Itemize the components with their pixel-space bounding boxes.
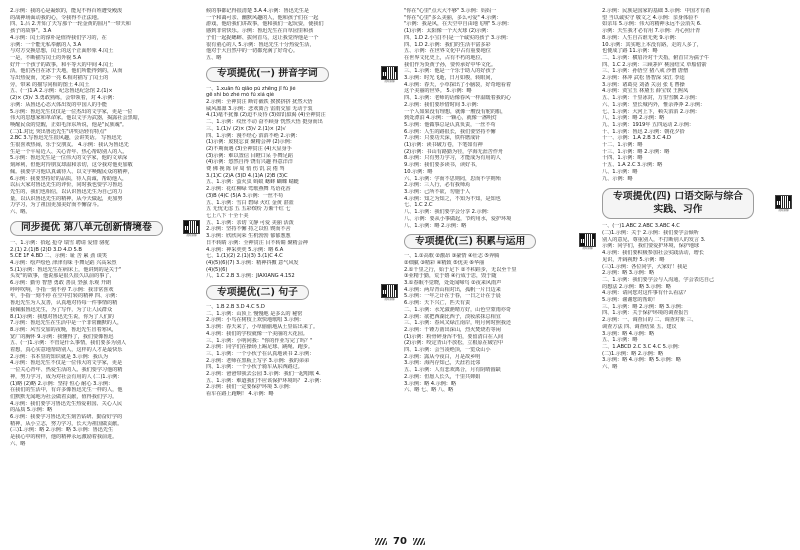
answer-line: 二、1.ABCD 2.C 3.C 4.C 5.示例： [602, 343, 683, 350]
answer-line: 3.示例：欣欣向荣 生机勃勃 郁郁葱葱 [206, 233, 291, 240]
answer-line: (3)B (4)C (5)A 3.示例：一丝不苟 [206, 192, 284, 199]
answer-line: 神，努力学习，成为对社会有用的人 (二)1.示例： [10, 373, 123, 380]
answer-line: 2.示例：老师在黑板上写字 3.示例：我的弟弟 [206, 357, 310, 364]
answer-line: 5.示例：鲁迅先生仅仅是一位杰出的文学家，更是一位 [10, 108, 133, 115]
answer-line: 八、1.示例：略 2.示例：略 [404, 222, 467, 229]
answer-line: 五、1.示例：难道我们不应该保护环境吗？ 2.示例： [206, 377, 325, 384]
section-title-line2: 实践、习作 [653, 204, 703, 216]
answer-line: 4.示例：贾宝玉 林黛玉 薛宝钗 王熙凤 [602, 88, 689, 95]
answer-line: 4.示例：知之为知之，不知为不知，是知也 [404, 195, 501, 202]
answer-line: 望 当以诚实守 敬文之 4.示例：亲身体验不 [602, 14, 699, 21]
column-4 [602, 8, 792, 532]
answer-line: 8.(1)示例：我想对鲁迅先生说，你为了人们的 [10, 313, 114, 320]
answer-line: 2.示例：三人行，必有我师焉 [404, 182, 471, 189]
answer-line: 精神，从小立志，努力学习，长大为祖国做贡献。 [10, 420, 123, 427]
answer-line: (4)(5)(6)(7) 3.示例：精神抖擞 意气风发 [206, 259, 299, 266]
answer-line: 4.示例：鲁迅先生不仅是一位伟大的文学家，更是 [10, 360, 123, 367]
section-title-box [206, 285, 309, 300]
answer-line: 一个人如果没有理想，就像一艘没有舵的船， [404, 108, 507, 115]
answer-line: 3.示例：海内存知己，天涯若比邻 [404, 360, 481, 367]
answer-line: 在我们的生活中，有许多像鲁迅先生一样的人，他 [10, 387, 123, 394]
answer-line: 6.示例：人生的路很长，我们要坚持不懈 [404, 128, 496, 135]
answer-line: 2.BC 3.写鲁迅先生很风趣，会讲笑话。 写鲁迅先 [10, 135, 122, 142]
answer-line: 2.示例：千锤万凿出深山，烈火焚烧若等闲 [404, 326, 501, 333]
answer-line: 四、1.吕 2.开始了天写那个一轮金黄的圆月"一带天和 [10, 21, 131, 28]
qr-label: 视频讲解 [384, 298, 395, 302]
answer-line: 2.示例：露从今夜白，月是故乡明 [404, 353, 481, 360]
answer-line: 2.示例：但愿人长久，千里共婵娟 [404, 373, 481, 380]
answer-line: 3.示例：春天来了，小草偷偷地从土里钻出来了。 [206, 324, 319, 331]
answer-line: 4.示例：闰土的淳朴是值得我们学习的，在 [10, 34, 107, 41]
answer-line: 六、1.示例：望长城内外，惟余莽莽 2.示例： [602, 101, 706, 108]
answer-line: 六、略 七、略 八、略 [404, 387, 454, 394]
answer-line: 的品质 5.示例：略 [10, 407, 53, 414]
answer-line: 我们作为炎黄子孙，要传承好中华文化。 [404, 61, 496, 68]
answer-line: 的想法 2.示例：略 3.示例：略 [602, 283, 671, 290]
answer-line: 2.①千里之行，始于足下 ②不积跬步，无以至千里 [404, 266, 517, 273]
answer-line: gē shì bó zhé mó fú xiá qiè [206, 92, 274, 99]
answer-line: 到处漂泊 4.示例：一颗心，就像一盏明灯 [404, 115, 498, 122]
answer-line: 们默默无闻地为社会做着贡献，值得我们学习。 [10, 393, 118, 400]
answer-line: 4.示例：我们的学校就像一个美丽的大花园。 [206, 330, 308, 337]
answer-line: 四、1.示例：老师的话像春风一样温暖着我的心 [404, 95, 511, 102]
answer-line: "你在"心里"点大大不够" 3.示例：妈妈一 [404, 8, 497, 14]
answer-line: (2)示例：书山有路勤为径，学海无涯苦作舟 [404, 148, 504, 155]
answer-line: 呼呼吹响，手指一刻不停 7.示例：我非常喜欢 [10, 286, 114, 293]
answer-line: 三、1.示例：他是一个乐于助人的好孩子 [404, 68, 496, 75]
answer-line: 五、1.示例：人有悲欢离合，月有阴晴圆缺 [404, 367, 501, 374]
text-block-col2-a [206, 8, 398, 62]
text-block-col2-c [206, 304, 398, 398]
answer-line: 示例：从鲁迅心态大体出发的中国人的手能 [10, 101, 108, 108]
section-title: 专项提优(三) 积累与运用 [415, 235, 526, 247]
answer-line: (三)1.示例：略 2.示例：略 3.示例：鲁迅先生 [10, 427, 114, 434]
answer-line: 3.示例：时光飞逝，日月如梭，转眼间， [404, 75, 496, 82]
answer-line: 八、1.示例：我们要学会分享 2.示例： [404, 209, 492, 216]
answer-line: 孩子的故事"。3.A [10, 28, 52, 35]
answer-line: 7.示例：只要功夫深，铁杵磨成针 [404, 135, 481, 142]
answer-line: (1)示例：废寝忘食 聚精会神 (2)示例： [206, 139, 295, 146]
answer-line: 二、1.示例：横眉冷对千夫指，俯首甘为孺子牛 [602, 54, 709, 61]
answer-line: 四、1.示例：关于保护环境的调查报告 [602, 310, 689, 317]
answer-line: "示例：我是风，在天空中自由地飞翔" 5.示例： [404, 21, 513, 28]
answer-line: 2.示例：同学们在操场上踢足球、跳绳、跑步。 [206, 344, 313, 351]
answer-line: 如亲耳 5.示例：伟大的精神永远不会消失 6. [602, 21, 702, 28]
footer-stripes-right [413, 538, 425, 545]
section-header-col3 [404, 233, 596, 250]
answer-line: 四、1.示例：一个小伙子骑车从东西路过。 [206, 364, 303, 371]
qr-label: 视频讲解 [778, 208, 789, 212]
section-title-box [10, 221, 163, 236]
answer-line: 五、略 [206, 54, 222, 61]
answer-line: 2.示例：略 3.示例：略 [602, 270, 655, 277]
answer-line: 以后大家对鲁迅先生的评价，同时我也要学习鲁迅 [10, 182, 123, 189]
answer-line: 先生的，我们也相信，以认识鲁迅先生为自己的力 [10, 188, 123, 195]
answer-line: 旁，带来 的描写同相的图土 4.闰土 [10, 81, 90, 88]
answer-line: 宽广的胸怀 9.示例：我懂得了，我们要像鲁迅 [10, 333, 114, 340]
section-header-col2-1 [206, 66, 398, 83]
answer-line: 4.示例：春天，小草探出了小脑袋，好奇地看着 [404, 81, 511, 88]
qr-code-icon [183, 220, 200, 237]
answer-line: 3.示例：略 4.示例：略 [602, 330, 655, 337]
answer-line: 八、1.示例：略 [602, 168, 638, 175]
answer-line: 是我心中的榜样，他的精神永远激励着我前进。 [10, 434, 118, 441]
answer-line: 示例：一个能无私奉献的人 3.A [10, 41, 82, 48]
answer-line: 活，他们各自在冰于天地，他们所能得到的，从而 [10, 68, 123, 75]
answer-line: (2)不期而遇 (3)全神贯注 (4)大显身手 [206, 145, 292, 152]
answer-line: 三、1.示例：一个小伙子在认真地读书 2.示例： [206, 350, 315, 357]
answer-line: 3.示例：己所不欲，勿施于人 [404, 188, 471, 195]
answer-line: 头发"的故事，他说那是很久很久以前的事了， [10, 273, 115, 280]
answer-line: 4.示例：神采奕奕 5.示例：略 6.A [206, 246, 284, 253]
answer-line: 十、1.示例：鲁迅 2.示例：朝花夕拾 [602, 128, 685, 135]
answer-line: 我佩服鲁迅先生，为了写作，为了让人民群众 [10, 306, 113, 313]
qr-label: 视频讲解 [582, 247, 593, 251]
answer-line: 2.示例：爸爸带我去公园 3.示例：我们一起唱歌 4. [206, 371, 321, 378]
section-header-col1 [10, 220, 200, 237]
answer-line: 4.示例：绘声绘色 津津有味 手舞足蹈 兴高采烈 [10, 259, 117, 266]
answer-line: 9.示例：我们要多读书，读好书， [404, 162, 481, 169]
answer-line: 四、1.D 2.小宝(不)是一个诚实的孩子 3.示例： [404, 34, 512, 41]
page-number: 70 [393, 536, 407, 547]
answer-line: 费 佛 挽 陈 屏 周 悄 伤 饥 哀 倦 驾 [206, 166, 285, 173]
answer-line: 一个和蔼可亲、幽默风趣的人，他和孩子们在一起 [206, 14, 319, 21]
answer-line: ②细腻 ③精彩 ④精致 ⑤优美 ⑥华丽 [404, 259, 485, 266]
answer-line: 见识，开阔视野 5.示例：略 [602, 256, 665, 263]
section-title: 专项提优(一) 拼音字词 [217, 68, 318, 80]
answer-line: 5.示例：一年之计在于春，一日之计在于晨 [404, 293, 501, 300]
answer-line: 四、1.示例：会当凌绝顶，一览众山小 [404, 347, 491, 354]
answer-line: 10.示例：其实地上本没有路，走的人多了， [602, 41, 702, 48]
answer-line: 7.示例：鲁迅先生在生活中是一个非常幽默的人， [10, 320, 123, 327]
answer-line: (1)示例：读书破万卷，下笔如有神 [404, 142, 483, 149]
footer-stripes-left [375, 538, 387, 545]
answer-line: 4.(1)毫不犹豫 (2)迫不及待 (3)如饥似渴 (4)全神贯注 [206, 112, 326, 119]
answer-line: (1)示例：太阳像一个大火球 (2)示例： [404, 28, 492, 35]
answer-line: 二、1.示例：纹丝不动 奋不顾身 恍然大悟 挺身而出 [206, 119, 323, 126]
answer-line: 4.示例：我们要学习鲁迅先生热爱祖国、关心人民 [10, 400, 123, 407]
answer-line: 四、1.D 2.示例：我们的生活丰富多彩 [404, 41, 491, 48]
answer-line: 伟大的思想家和革命家。他以文字为武器，揭露社会黑暗， [10, 115, 143, 122]
text-block-col2-b [206, 86, 398, 280]
answer-line: 八、示例：要从小事做起，节约用水，爱护环境 [404, 215, 512, 222]
qr-code-icon [579, 233, 596, 250]
answer-line: 日不转睛 示例：全神贯注 目不转睛 聚精会神 [206, 239, 308, 246]
answer-line: 2.示例：林冲 武松 鲁智深 宋江 李逵 [602, 75, 685, 82]
answer-line: 四、1.C 2.示例：三顾茅庐 桃园结义 草船借箭 [602, 61, 707, 68]
column-1 [10, 8, 200, 532]
answer-line: 8.示例：只有努力学习，才能成为有用的人 [404, 155, 501, 162]
answer-line: 五、1.示例：亲切 文静 可爱 美丽 活泼 [206, 219, 294, 226]
section-title: 同步提优 第八单元创新情境卷 [21, 222, 152, 234]
answer-line: 的战神场面动我的心，令我得不正法地。 [10, 14, 102, 21]
answer-line: 佩。我要学习他以真诚待人、以文字唤醒民众的精神， [10, 168, 133, 175]
answer-line: 很有童心的人 5.示例：鲁迅先生十分热爱生活， [206, 41, 315, 48]
answer-line: 九、1.示例：1919年 五四运动 2.示例： [602, 121, 694, 128]
answer-line: 4.示例：两岸青山相对出，孤帆一片日边来 [404, 286, 501, 293]
answer-line: 七、1.示例：大河上下，顿失滔滔 2.示例： [602, 108, 700, 115]
answer-line: 六、1.示例：学而不思则罔，思而不学则殆 [404, 175, 501, 182]
answer-line: 2.示例：花红柳绿 莺歌燕舞 鸟语花香 [206, 186, 291, 193]
section-title: 专项提优(二) 句子 [217, 286, 298, 298]
answer-line: (1)略 (2)略 2.示例：坚持 恒心 耐心 3.示例： [10, 380, 114, 387]
answer-line: 十二、1.示例：略 [602, 142, 643, 149]
qr-code-icon [381, 284, 398, 301]
answer-line: 五、(一)1.A 2.示例：纪念鲁迅纪念馆 2.(1)× [10, 88, 113, 95]
qr-code-icon [381, 66, 398, 83]
answer-line: 二、1.示例：水光潋滟晴方好，山色空蒙雨亦奇 [404, 306, 511, 313]
answer-line: 6.示例：勤劳 智慧 勇敢 善良 坚强 乐观 开朗 [10, 280, 112, 287]
answer-line: 2.示例：坚持不懈 持之以恒 锲而不舍 [206, 226, 291, 233]
answer-line: 5.示例：他做事总是认真负责，一丝不苟 [404, 121, 496, 128]
answer-line: (2)示例：咬定青山不放松，立根原在破岩中 [404, 340, 504, 347]
answer-line: 生很喜欢热闹，乐于交朋友。 4.示例：我认为鲁迅先 [10, 142, 129, 149]
answer-line: 十五、1.A 2.C 3.示例：略 [602, 162, 663, 169]
answer-line: 二、1.示例：山顶上 慢慢地 是多么的 秘密 [206, 310, 303, 317]
answer-line: (二)1.对比 突出鲁迅先生"讲奖话轻有特点" [10, 128, 107, 135]
answer-line: 三、1.示例：小明问我："你的作业写完了吗？" [206, 337, 313, 344]
answer-line: 也便成了路 11.示例：略 [602, 48, 658, 55]
answer-line: 五、1.示例：略 [602, 337, 638, 344]
section-header-col4 [602, 186, 792, 220]
answer-line: (1)示例：粉骨碎身浑不怕，要留清白在人间 [404, 333, 504, 340]
answer-line: 示例：同学们，我们要爱护环境，保护地球 [602, 243, 700, 250]
answer-line: 2.示例：欲把西湖比西子，淡妆浓抹总相宜 [404, 313, 501, 320]
answer-line: 感到非常快乐。示例：鲁迅先生在百草园里和孩 [206, 28, 314, 35]
answer-line: 2.示例：我们要珍惜时间 3.示例： [404, 101, 482, 108]
answer-line: 3.示例：略 4.示例：略 [404, 380, 457, 387]
answer-line: 与对方交换思想，闰土的这个正面形象 4.闰土 [10, 48, 114, 55]
answer-line: 八、1.C 2.B 3.示例：JIAXIANG 4.152 [206, 273, 295, 280]
answer-line: (二)1.示例：关于 2.示例：我们要学会倾听 [602, 229, 699, 236]
answer-line: 这个美丽的世界。 5.示例：略 [404, 88, 472, 95]
answer-line: 六、略 [602, 364, 618, 371]
answer-line: 一、1.示例：拾起 抢夺 瑞雪 聘请 爱惜 骆驼 [10, 239, 110, 246]
answer-line: 七、1.(1)(2) 2.(1)(3) 3.(1)C 4.C [206, 253, 283, 260]
answer-line: 写出热爱而，光彩一亮 6.相对描写了闰土的 [10, 75, 109, 82]
answer-line: "你在"心里"多么美丽，多么可爱" 4.示例： [404, 14, 502, 21]
answer-line: 一、(一)1.ABC 2.ABC 3.ABC 4.C [602, 223, 680, 230]
answer-line: 2.(1) 2.(1)B (2)D 3.D 4.D 5.B [10, 246, 82, 253]
answer-line: (三)1.示例：各位同学，大家好！我是 [602, 263, 688, 270]
answer-line: 六、略。 [10, 209, 31, 216]
answer-line: 三、1.示例：略 2.示例：略 3.示例： [602, 303, 686, 310]
answer-line: 3.(1)C (2)A (3)D 4.(1)A (2)B (3)C [206, 172, 288, 179]
answer-line: 2.示例：小鸟在树枝上欢快地歌唱 3.示例： [206, 317, 304, 324]
answer-line: 10.示例：略 [404, 168, 433, 175]
answer-line: 七上八下 十全十美 [206, 212, 249, 219]
answer-line: 一、1.①高歌 ②激昂 ③豪情 ④壮志 ⑤奔腾 [404, 253, 500, 260]
answer-line: 3.示例：略 4.示例：略 5.示例：略 [602, 357, 681, 364]
answer-line: 十一、示例：1.A 2.B 3.C 4.D [602, 135, 671, 142]
section-header-col2-2 [206, 284, 398, 301]
answer-line: (4)示例：悠然自得 饶有兴趣 得意洋洋 [206, 159, 293, 166]
answer-line: 七、1.C 2.C [404, 202, 433, 209]
section-title-box [206, 67, 329, 82]
answer-line: 2.示例：书本里的知识就是 3.示例：我认为 [10, 353, 108, 360]
answer-line: 一位关心青年、热爱生活的人。我们要学习他的精 [10, 367, 123, 374]
answer-line: 5.CE 1F 4.BD 二、示例：耻 苦 累 劲 谈笑 [10, 253, 108, 260]
text-block-col1-a [10, 8, 200, 216]
answer-line: 四、1.示例：漫不经心 滔滔不绝 2.示例： [206, 132, 301, 139]
answer-line: 五、示例：在世界文化中占有重要地位 [404, 48, 491, 55]
answer-line: 2.示例：我的心是凝软的，能见不得百姓遭受殿泼 [10, 8, 123, 14]
answer-line: (4)(5)(6) [206, 266, 228, 273]
column-2 [206, 8, 398, 532]
answer-line: 调查方法 四、调查结果 五、建议 [602, 323, 677, 330]
answer-line: 2.示例：全神贯注 断钉截铁 挨挨挤挤 扰然大悟 [206, 99, 313, 106]
text-block-col1-b [10, 240, 200, 448]
answer-line: 4.示例：请问您对这件事有什么看法？ [602, 290, 689, 297]
section-title-box [404, 234, 536, 249]
answer-line: 五、(一)1.示例：不管是什么事情，我们要多为别人 [10, 340, 126, 347]
answer-line: 候的事都记得很清楚 3.A 4.示例：鲁迅先生是 [206, 8, 310, 14]
text-block-col4-a [602, 8, 792, 182]
answer-line: 5.示例：谢谢您的帮助！ [602, 297, 658, 304]
answer-line: 2.示例：我们一定要保护环境 3.示例： [206, 384, 294, 391]
answer-line: 4.示例：我们要积极参加社会实践活动，增长 [602, 250, 704, 257]
answer-line: 年，手指一刻不停 在空中打转的精神 四、示例： [10, 293, 121, 300]
answer-line: 着想，真心实意地帮助别人，这样的人才是最快乐 [10, 347, 123, 354]
answer-line: 九、示例：略 [602, 175, 633, 182]
answer-line: 十四、1.示例：略 [602, 155, 643, 162]
answer-line: 唤醒民众的觉醒，正如毛泽东所说，他是"民族魂"。 [10, 121, 127, 128]
answer-line: 2.示例：民族是国家的基础 3.示例：中国才有希 [602, 8, 711, 14]
section-title-box [602, 188, 754, 219]
answer-line: (二)1.示例：略 2.示例：略 [602, 350, 664, 357]
section-title-line1: 专项提优(四) 口语交际与综合 [613, 191, 743, 203]
qr-code-icon [775, 195, 792, 212]
answer-line: 5.(1)示例：鲁迅先生在病床上，他讲到的是关于" [10, 266, 122, 273]
answer-line: 别人的意见，尊重别人，不打断别人的发言 3. [602, 236, 706, 243]
answer-line: 6.示例：天下兴亡，匹夫有责 [404, 300, 471, 307]
qr-label: 视频讲解 [186, 233, 197, 237]
answer-line: (3)示例：难以置信 目瞪口呆 手舞足蹈 [206, 152, 293, 159]
answer-line: 子们一起捉蟋蟀、拔何首乌，这让我觉得他是一个 [206, 34, 319, 41]
answer-line: 一、1.B 2.B 3.D 4.C 5.D [206, 304, 265, 311]
answer-line: 他对于大自然中的一切都充满了好奇心。 [206, 48, 298, 55]
answer-line: 十三、1.示例：略 2.示例：略 [602, 148, 670, 155]
answer-line: 游戏，他给我们讲故事，他和我们一起玩耍，使我们 [206, 21, 324, 28]
answer-line: 力学习，为了祖国更加美好而不懈奋斗。 [10, 202, 102, 209]
answer-line: 2.示例：一、调查目的 二、调查对象 三、 [602, 317, 697, 324]
qr-label: 视频讲解 [384, 79, 395, 83]
answer-line: 一、1.xuān fú qiāo pú zhēng jī fù jié [206, 85, 296, 92]
answer-line: 鲁迅先生为人友善，认真地对待每一件事情的精 [10, 300, 118, 307]
answer-line: 3.①春眠不觉晓，处处闻啼鸟 ②夜来风雨声 [404, 280, 502, 287]
answer-line: 六、略 [10, 440, 26, 447]
answer-line: 三、1.示例：春风又绿江南岸，明月何时照我还 [404, 320, 511, 327]
answer-line: 三、1.(1)√ (2)× (3)√ 2.(1)× (2)√ [206, 125, 286, 132]
answer-line: (2)× (3)√ 3.勇敢熟练，会带领着，对 4.示例： [10, 95, 118, 102]
answer-line: 量，以认识鲁迅先生的精神，从今天做起，更加努 [10, 195, 123, 202]
text-block-col4-b [602, 223, 792, 370]
column-3 [404, 8, 596, 532]
answer-line: 生是一个平易近人、关心青年、热心帮助别人的人。 [10, 148, 128, 155]
answer-line: 五、1.示例：千里冰封，万里雪飘 2.示例： [602, 95, 700, 102]
answer-line: 6.示例：我要坚持好的品质，待人真诚，帮助他人， [10, 175, 128, 182]
answer-line: 8.示例：风雪交加的夜晚，鲁迅先生冒着寒风， [10, 326, 117, 333]
answer-line: 五 无忧无虑 五 五彩缤纷 万紫千红 七 [206, 206, 291, 213]
answer-line: 在世界文化史上，占有不朽的地位， [404, 54, 486, 61]
answer-line: 一是，不断描写闰土的外貌 5.A [10, 54, 82, 61]
answer-line: 二、1.示例：我们要学会与人沟通，学会表达自己 [602, 276, 715, 283]
answer-line: 6.示例：我要学习鲁迅先生刻苦钻研、勤奋好学的 [10, 414, 123, 421]
answer-line: 示例：天生我才必有用 7.示例：丹心照汗青 [602, 28, 701, 35]
answer-line: 五、1.示例：萤火虫 蚂蚁 蟋蟀 蝴蝶 蜻蜓 [206, 179, 299, 186]
text-block-col3-a [404, 8, 596, 229]
answer-line: 威风凛凛 3.示例：悲欢离合 雷雨交加 无动于衷 [206, 105, 313, 112]
answer-line: ③业精于勤，荒于嬉 ④行成于思，毁于随 [404, 273, 497, 280]
answer-line: 好开一个孩子的故事，和平等大的中间 4.闰土 [10, 61, 114, 68]
answer-line: 5.示例：鲁迅先生是一位伟大的文学家，他的文章深 [10, 155, 128, 162]
answer-line: 五、1.示例：雪白 碧绿 火红 金黄 湛蓝 [206, 199, 294, 206]
page-footer [0, 536, 800, 547]
answer-line: 三、1.示例：孙悟空 猪八戒 沙僧 唐僧 [602, 68, 689, 75]
answer-line: 刻犀利，但他对待朋友却温和亲切，这令我对他更加敬 [10, 162, 133, 169]
answer-line: 8.示例：人生自古谁无死 9.示例： [602, 34, 680, 41]
answer-line: 八、1.示例：略 2.示例：略 [602, 115, 665, 122]
text-block-col3-b [404, 253, 596, 394]
answer-line: 看车在路上跑啊！ 4.示例：略 [206, 391, 274, 398]
answer-line: 3.示例：诸葛亮 刘备 关羽 张飞 曹操 [602, 81, 685, 88]
